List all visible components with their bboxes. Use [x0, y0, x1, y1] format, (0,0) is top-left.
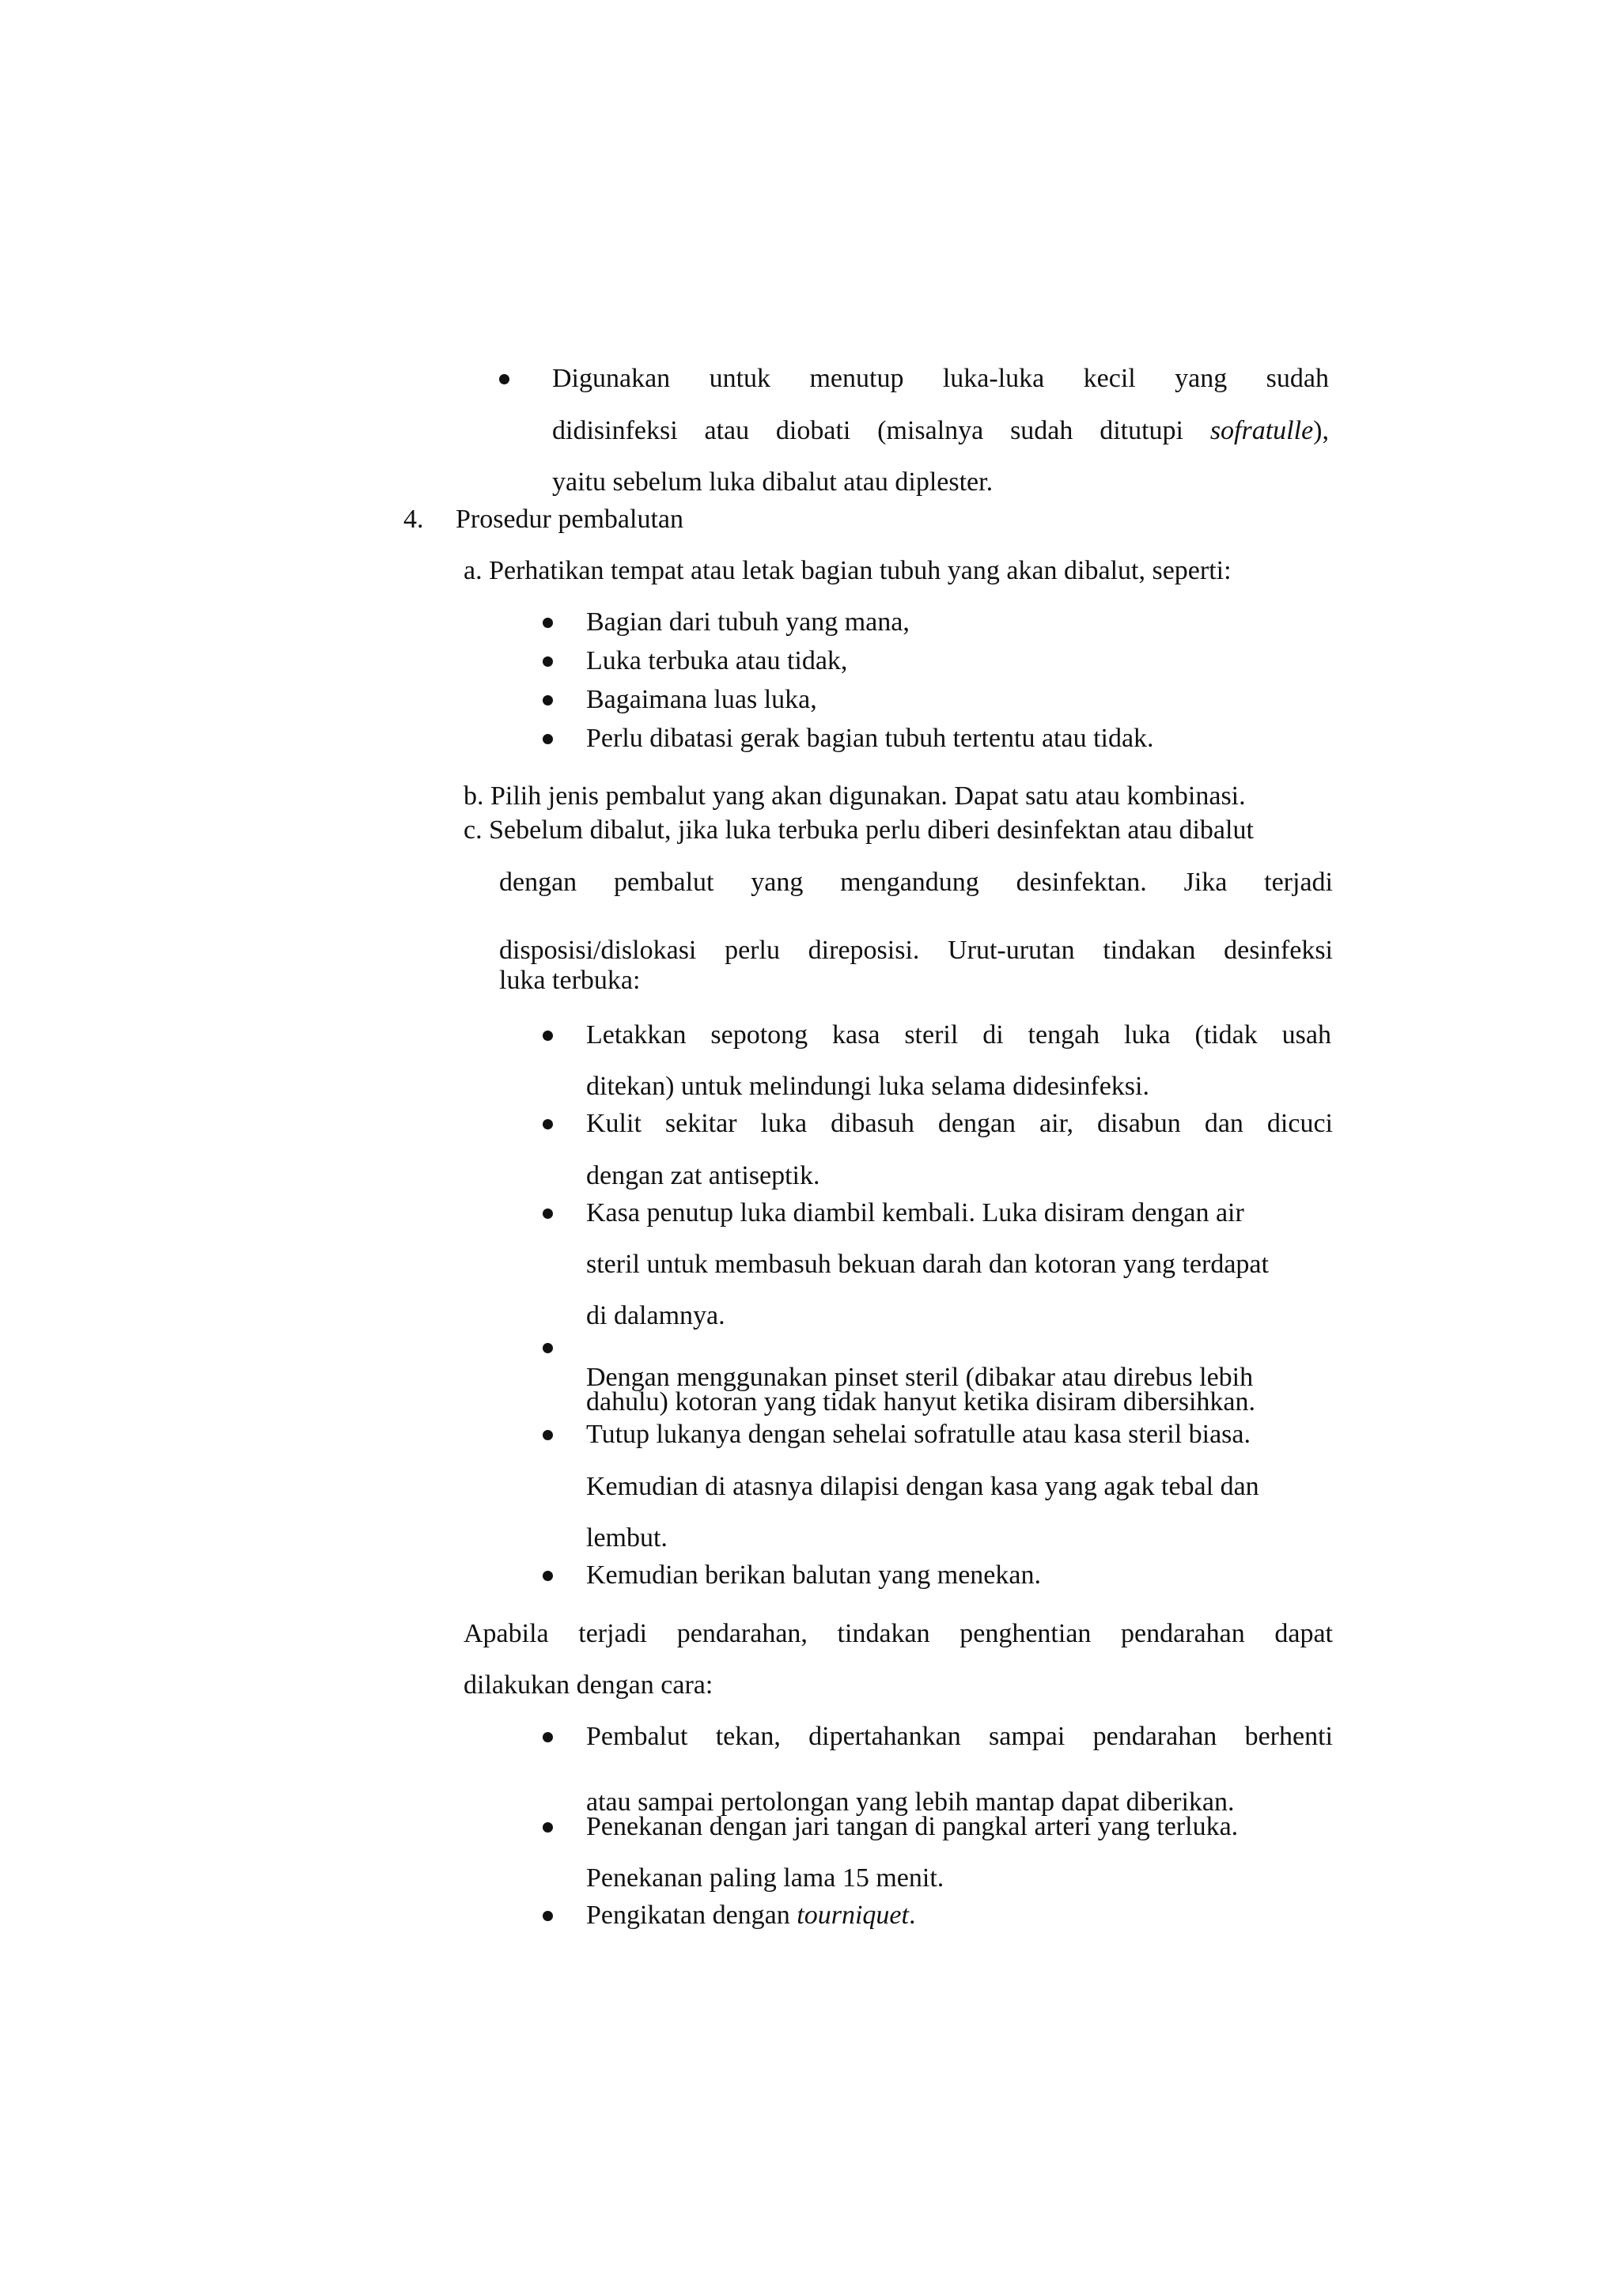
top-bullet-line1: Digunakan untuk menutup luka-luka kecil yang sudah — [552, 364, 1329, 393]
section-number: 4. — [403, 505, 424, 534]
item-c-bullet2-line1: Kulit sekitar luka dibasuh dengan air, disabun dan dicuci — [586, 1109, 1333, 1138]
item-c-bullet4-line1: Dengan menggunakan pinset steril (dibakar atau direbus lebih — [586, 1363, 1254, 1392]
item-a-bullet: Bagaimana luas luka, — [586, 685, 817, 714]
bleeding-line1: Apabila terjadi pendarahan, tindakan penghentian pendarahan dapat — [464, 1619, 1333, 1648]
item-c-line4: luka terbuka: — [499, 966, 641, 995]
bullet-icon — [543, 656, 553, 667]
bullet-icon — [543, 1911, 553, 1921]
item-c-bullet3-line1: Kasa penutup luka diambil kembali. Luka disiram dengan air — [586, 1198, 1244, 1227]
top-bullet-line2-italic: sofratulle — [1209, 416, 1314, 445]
bullet-icon — [543, 1732, 553, 1742]
top-bullet-line2-end: ), — [1313, 416, 1329, 445]
item-c-bullet6-line1: Kemudian berikan balutan yang menekan. — [586, 1560, 1041, 1590]
bullet-icon — [543, 618, 553, 628]
item-c-bullet5-line3: lembut. — [586, 1523, 668, 1553]
top-bullet-line3: yaitu sebelum luka dibalut atau diplester. — [552, 467, 994, 497]
section-title: Prosedur pembalutan — [456, 505, 683, 534]
bullet-icon — [543, 1343, 553, 1353]
item-c-bullet5-line2: Kemudian di atasnya dilapisi dengan kasa yang agak tebal dan — [586, 1472, 1259, 1501]
bullet-icon — [543, 734, 553, 744]
item-a-bullet: Bagian dari tubuh yang mana, — [586, 607, 910, 637]
bleeding-bullet1-line1: Pembalut tekan, dipertahankan sampai pendarahan berhenti — [586, 1722, 1333, 1751]
item-c-bullet1-line2: ditekan) untuk melindungi luka selama didesinfeksi. — [586, 1072, 1149, 1101]
top-bullet-line2-text: didisinfeksi atau diobati (misalnya sudah ditutupi — [552, 416, 1210, 445]
bleeding-bullet3-end: . — [908, 1901, 916, 1930]
bullet-icon — [543, 695, 553, 705]
bullet-icon — [543, 1822, 553, 1833]
item-a-text: a. Perhatikan tempat atau letak bagian tubuh yang akan dibalut, seperti: — [464, 556, 1232, 585]
item-a-bullet: Luka terbuka atau tidak, — [586, 646, 848, 675]
bullet-icon — [543, 1031, 553, 1041]
bleeding-bullet3-italic: tourniquet — [797, 1901, 909, 1930]
top-bullet-line2 — [552, 415, 1329, 447]
item-c-line1: c. Sebelum dibalut, jika luka terbuka perlu diberi desinfektan atau dibalut — [464, 815, 1254, 845]
bullet-icon — [543, 1119, 553, 1129]
item-c-bullet3-line3: di dalamnya. — [586, 1301, 725, 1330]
bleeding-bullet2-line2: Penekanan paling lama 15 menit. — [586, 1863, 944, 1893]
bleeding-bullet1-line2: atau sampai pertolongan yang lebih mantap dapat diberikan. — [586, 1787, 1235, 1817]
item-c-bullet4-line2: dahulu) kotoran yang tidak hanyut ketika disiram dibersihkan. — [586, 1387, 1256, 1417]
bullet-icon — [543, 1571, 553, 1581]
item-c-bullet2-line2: dengan zat antiseptik. — [586, 1161, 820, 1190]
item-c-bullet3-line2: steril untuk membasuh bekuan darah dan kotoran yang terdapat — [586, 1250, 1269, 1279]
bullet-icon — [543, 1209, 553, 1219]
bleeding-line2: dilakukan dengan cara: — [464, 1670, 713, 1700]
item-c-line3: disposisi/dislokasi perlu direposisi. Urut-urutan tindakan desinfeksi — [499, 936, 1333, 965]
bleeding-bullet2-line1: Penekanan dengan jari tangan di pangkal arteri yang terluka. — [586, 1812, 1239, 1841]
item-c-line2: dengan pembalut yang mengandung desinfektan. Jika terjadi — [499, 868, 1333, 897]
bullet-icon — [499, 374, 509, 384]
item-c-bullet1-line1: Letakkan sepotong kasa steril di tengah luka (tidak usah — [586, 1020, 1331, 1050]
bullet-icon — [543, 1430, 553, 1440]
item-a-bullet: Perlu dibatasi gerak bagian tubuh tertentu atau tidak. — [586, 724, 1154, 753]
bleeding-bullet3-text: Pengikatan dengan — [586, 1901, 797, 1930]
bleeding-bullet3-line1 — [586, 1900, 915, 1931]
item-c-bullet5-line1: Tutup lukanya dengan sehelai sofratulle atau kasa steril biasa. — [586, 1420, 1251, 1449]
item-b-text: b. Pilih jenis pembalut yang akan digunakan. Dapat satu atau kombinasi. — [464, 781, 1246, 811]
